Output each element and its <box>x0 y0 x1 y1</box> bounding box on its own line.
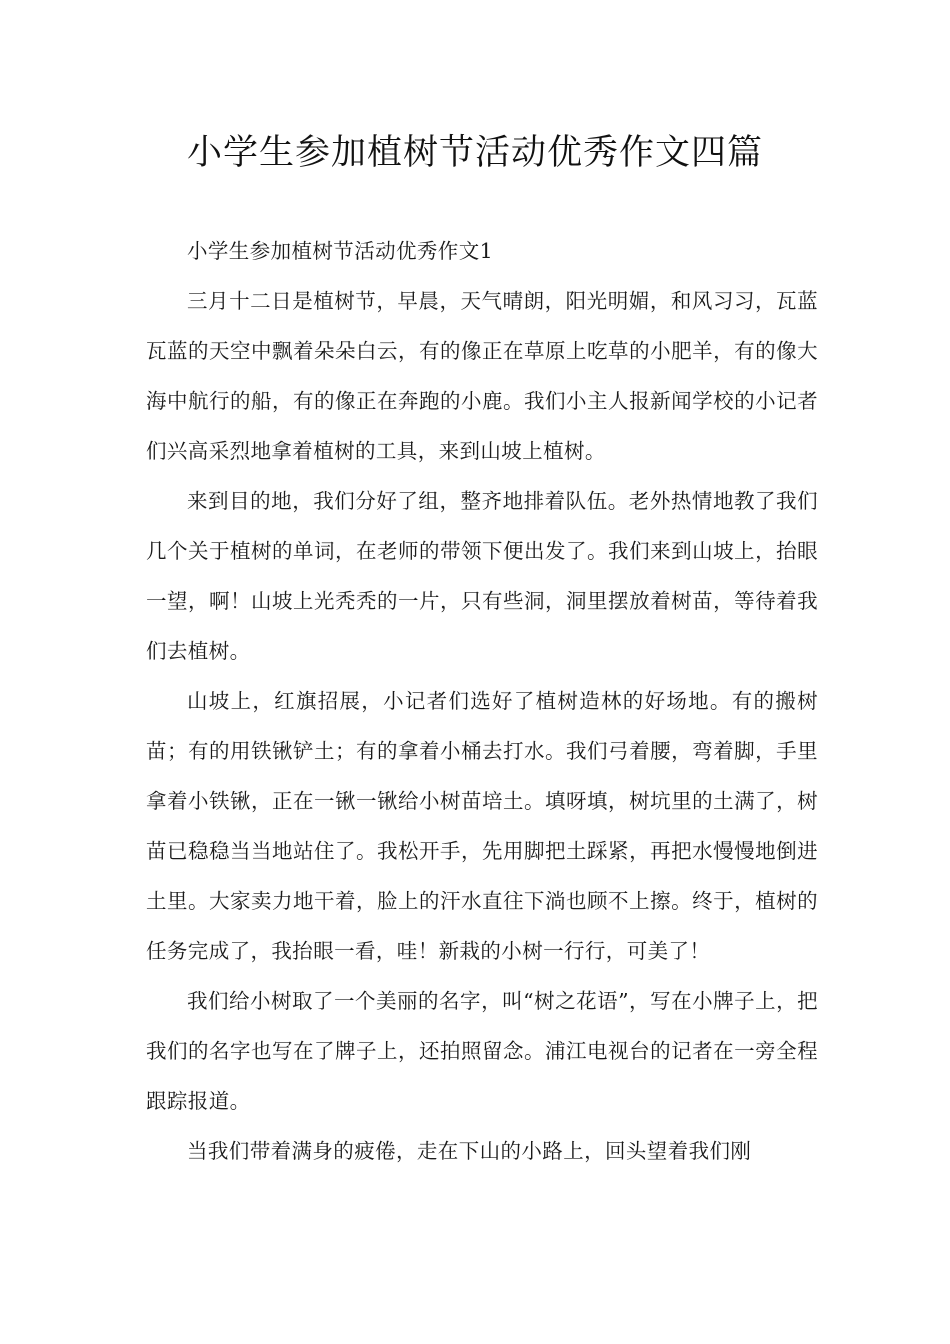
essay-subtitle: 小学生参加植树节活动优秀作文1 <box>187 239 494 263</box>
paragraph: 三月十二日是植树节，早晨，天气晴朗，阳光明媚，和风习习，瓦蓝瓦蓝的天空中飘着朵朵白云，有的像正在草原上吃草的小肥羊，有的像大海中航行的船，有的像正在奔跑的小鹿。我们小主人报新闻学校的小记者们兴高采烈地拿着植树的工具，来到山坡上植树。 <box>146 289 818 463</box>
document-body <box>146 226 818 1176</box>
paragraph: 我们给小树取了一个美丽的名字，叫“树之花语”，写在小牌子上，把我们的名字也写在了牌子上，还拍照留念。浦江电视台的记者在一旁全程跟踪报道。 <box>146 989 818 1113</box>
paragraph: 山坡上，红旗招展，小记者们选好了植树造林的好场地。有的搬树苗；有的用铁锹铲土；有的拿着小桶去打水。我们弓着腰，弯着脚，手里拿着小铁锹，正在一锹一锹给小树苗培土。填呀填，树坑里的土满了，树苗已稳稳当当地站住了。我松开手，先用脚把土踩紧，再把水慢慢地倒进土里。大家卖力地干着，脸上的汗水直往下淌也顾不上擦。终于，植树的任务完成了，我抬眼一看，哇！新栽的小树一行行，可美了！ <box>146 689 818 963</box>
paragraph: 当我们带着满身的疲倦，走在下山的小路上，回头望着我们刚 <box>187 1139 752 1163</box>
document-title: 小学生参加植树节活动优秀作文四篇 <box>186 133 763 173</box>
paragraph: 来到目的地，我们分好了组，整齐地排着队伍。老外热情地教了我们几个关于植树的单词，在老师的带领下便出发了。我们来到山坡上，抬眼一望，啊！山坡上光秃秃的一片，只有些洞，洞里摆放着树苗，等待着我们去植树。 <box>146 489 818 663</box>
